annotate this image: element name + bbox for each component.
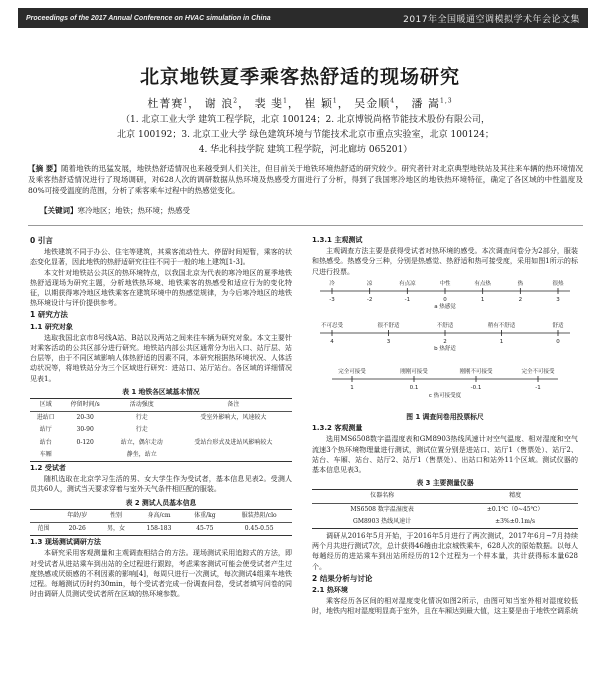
table-row xyxy=(30,437,292,449)
scale-label[interactable]: 完全不可接受 xyxy=(521,368,555,375)
paragraph: 本研究采用客观测量和主观调查相结合的方法。现场测试采用追踪式的方法，即对受试者从进站乘车到出站的全过程进行跟踪，考虑乘客测试可能会使受试者产生过度热感或厌烦感的不利因素的影响[4]，每周只进行一次测试，每次测试4组乘车地铁过程。每趟测试历时约30min，每个受试者完成一份调查问卷，受试者填写问卷的同时由调研人员测试受试者所在区域的热环境参数。 xyxy=(30,549,292,599)
table-header: 活动强度 xyxy=(109,399,175,412)
table-cell: 静坐，站立 xyxy=(109,449,175,462)
author: 裴 斐 xyxy=(254,97,284,110)
paper-title: 北京地铁夏季乘客热舒适的现场研究 xyxy=(139,66,460,88)
paragraph: 选取我国北京市8号线A站、B站以及两站之间来往车辆为研究对象。本文主要针对乘客活动的公共区部分进行研究。地铁站内部公共区通常分为出入口、站厅层、站台层等，由于不同区域影响人体热舒适的因素不同，本研究根据热环境状况、人体活动状况等，将地铁站分为三个区域进行研究：进站口、站厅站台。各区域的详细情况见表1。 xyxy=(30,333,292,383)
table-cell: ±3%±0.1m/s xyxy=(452,516,578,529)
table-cell: 45-75 xyxy=(183,523,226,536)
author: 崔 颖 xyxy=(304,97,333,110)
table-cell xyxy=(175,449,292,462)
paragraph: 本文针对地铁站公共区的热环境特点，以我国北京为代表的寒冷地区的夏季地铁热舒适现场为研究主题，分析地铁热环境、地铁乘客的热感受和适应行为的变化特征，以期获得寒冷地区地铁乘客在建筑环境中的热感觉规律，为今后寒冷地区的地铁热环境设计与评价提供参考。 xyxy=(30,268,292,308)
thermal-comfort-scale xyxy=(320,321,570,352)
section-heading: 0 引言 xyxy=(30,236,53,245)
scale-label[interactable]: 有点热 xyxy=(474,280,491,287)
author: 潘 嵩 xyxy=(411,97,441,110)
table-cell: 行走 xyxy=(135,414,148,422)
figure-caption: 图 1 调查问卷用投票标尺 xyxy=(406,413,484,422)
table-cell xyxy=(61,449,108,462)
subsection-heading: 1.3.2 客观测量 xyxy=(312,424,363,433)
table-cell: GM8903 热线风速计 xyxy=(312,516,452,529)
abstract-label: 【摘 要】 xyxy=(28,164,61,173)
table-header: 年龄/岁 xyxy=(57,509,98,522)
table-cell: 0-120 xyxy=(76,438,94,446)
table-cell: 20-26 xyxy=(57,523,98,536)
table-cell: 受室外影响大，风速较大 xyxy=(200,414,267,422)
keywords-text: 寒冷地区；地铁；热环境；热感受 xyxy=(77,206,190,215)
thermal-sensation-scale xyxy=(320,279,570,310)
voting-scale-figure xyxy=(312,277,578,415)
scale-label[interactable]: 很热 xyxy=(552,280,564,287)
header-proceedings-cn: 2017年全国暖通空调模拟学术年会论文集 xyxy=(403,14,580,25)
divider xyxy=(28,225,583,226)
scale-caption: a 热感觉 xyxy=(434,303,456,310)
scale-label[interactable]: 舒适 xyxy=(552,322,564,329)
table-cell: 受站台形式及进站风影响较大 xyxy=(194,438,273,446)
table-cell: 男，女 xyxy=(97,523,134,536)
scale-value: 3 xyxy=(386,338,391,345)
table-cell: 车厢 xyxy=(30,449,61,462)
table-header: 服装热阻/clo xyxy=(226,509,292,522)
table-header: 精度 xyxy=(452,490,578,503)
table-cell: ±0.1℃（0~45℃） xyxy=(486,505,544,513)
author-sup: 1 xyxy=(332,97,338,105)
subsection-heading: 1.1 研究对象 xyxy=(30,322,73,331)
region-table xyxy=(30,398,292,462)
table-header: 备注 xyxy=(175,399,292,412)
table-cell: 行走 xyxy=(135,426,148,434)
scale-value: 4 xyxy=(330,338,334,345)
instrument-table xyxy=(312,489,578,529)
scale-value: 1 xyxy=(350,384,354,391)
table-header: 身高/cm xyxy=(135,509,184,522)
scale-label[interactable]: 凉 xyxy=(366,280,373,287)
affiliation-line: 4. 华北科技学院 建筑工程学院，河北廊坊 065201） xyxy=(198,145,413,155)
table-header: 停留时间/s xyxy=(61,399,108,412)
author-list: 杜菁赛$^1$， 谢 浪$^2$， 裴 斐$^1$， 崔 颖$^1$， 吴金顺$^4$， 潘 嵩$^{1,3}$ xyxy=(147,97,453,110)
subject-table xyxy=(30,509,292,536)
scale-value: -1 xyxy=(535,384,541,391)
thermal-acceptability-scale xyxy=(332,367,558,399)
header-proceedings-en: Proceedings of the 2017 Annual Conference on HVAC simulation in China xyxy=(26,14,271,22)
running-header xyxy=(18,8,588,28)
scale-caption: c 热可接受度 xyxy=(428,392,462,399)
affiliation-line: （1. 北京工业大学 建筑工程学院，北京 100124；2. 北京博锐尚格节能技术股份有限公司， xyxy=(121,115,490,125)
table-cell: 20-30 xyxy=(76,414,94,422)
author-sup: 1 xyxy=(283,97,288,105)
scale-value: -0.1 xyxy=(470,384,482,391)
scale-value: 0.1 xyxy=(409,384,419,391)
scale-value: 0 xyxy=(556,338,560,345)
subsection-heading: 1.3 现场测试调研方法 xyxy=(30,538,101,547)
scale-value: -1 xyxy=(404,296,411,303)
scale-label[interactable]: 热 xyxy=(517,280,524,287)
scale-value: 2 xyxy=(443,338,447,345)
table-row xyxy=(312,503,578,516)
table-caption: 表 1 地铁各区域基本情况 xyxy=(122,387,200,396)
affiliation-line: 北京 100192；3. 北京工业大学 绿色建筑环境与节能技术北京市重点实验室，北京 100124； xyxy=(117,130,494,140)
author-sup: 1,3 xyxy=(440,97,453,105)
table-header xyxy=(30,509,57,522)
keywords xyxy=(40,205,580,216)
table-row xyxy=(30,523,292,536)
author: 谢 浪 xyxy=(204,97,234,110)
table-header: 仪器名称 xyxy=(312,490,452,503)
paragraph: 随机选取在北京学习生活的男、女大学生作为受试者，基本信息见表2。受测人员共60人，测试当天要求穿着与室外天气条件相匹配的服装。 xyxy=(30,475,292,494)
scale-label[interactable]: 不可忍受 xyxy=(320,322,344,329)
right-column xyxy=(312,234,578,617)
author: 杜菁赛 xyxy=(147,97,184,110)
scale-value: 2 xyxy=(518,296,523,303)
table-row xyxy=(312,516,578,529)
table-cell: 进站口 xyxy=(36,414,55,422)
keywords-label: 【关键词】 xyxy=(40,206,78,215)
section-heading: 1 研究方法 xyxy=(30,310,68,320)
scale-caption: b 热舒适 xyxy=(434,345,456,352)
paragraph: 地铁建筑不同于办公、住宅等建筑，其乘客流动性大、停留时间短暂，乘客的状态变化显著，因此地铁的热舒适研究往往不同于一般的地上建筑[1-3]。 xyxy=(30,248,292,267)
scale-label[interactable]: 有点凉 xyxy=(399,280,416,287)
paragraph: 调研从2016年5月开始，于2016年5月进行了两次测试，2017年6月~7月持续两个月共进行测试7次，总计获得46趟由北京城铁乘车，628人次的原始数据。以每人每趟经历的进站乘车到出站所经历的12个过程为一个样本量，共计获得标本量628个。 xyxy=(312,532,578,571)
author-sup: 1 xyxy=(183,97,189,105)
scale-value: 3 xyxy=(556,296,560,303)
scale-value: 1 xyxy=(480,296,485,303)
abstract xyxy=(28,163,583,196)
scale-label[interactable]: 很不舒适 xyxy=(377,322,400,329)
author-sup: 4 xyxy=(390,97,396,105)
scale-label[interactable]: 冷 xyxy=(329,280,335,287)
scale-label[interactable]: 不舒适 xyxy=(436,322,454,329)
scale-label[interactable]: 刚刚不可接受 xyxy=(459,368,493,375)
scale-value: -2 xyxy=(366,296,373,303)
table-header: 性别 xyxy=(97,509,134,522)
table-cell: 30-90 xyxy=(76,426,94,434)
table-cell: 站台 xyxy=(39,438,52,446)
subsection-heading: 1.3.1 主观测试 xyxy=(312,236,363,244)
paragraph: 主观调查方法主要是获得受试者对热环境的感受。本次调查问卷分为2部分，服装和热感受。热感受分三种，分别是热感觉、热舒适和热可接受度，采用如图1所示的标尺进行投票。 xyxy=(312,247,578,276)
table-header: 区域 xyxy=(30,399,61,412)
left-column xyxy=(30,234,292,600)
table-caption: 表 3 主要测量仪器 xyxy=(416,479,474,488)
table-cell: MS6508 数字温湿度表 xyxy=(350,505,414,513)
table-cell: 站立，偶尔走动 xyxy=(120,438,163,446)
paragraph: 乘客经历各区间的相对湿度变化情况如图2所示，由图可知当室外相对湿度较低时，地铁内相对湿度明显高于室外，且在车厢达到最大值，这主要是由于地铁空调系统 xyxy=(312,597,578,616)
table-row xyxy=(30,449,292,462)
author: 吴金顺 xyxy=(354,97,391,110)
table-cell: 范围 xyxy=(30,523,57,536)
section-heading: 2 结果分析与讨论 xyxy=(312,573,373,583)
scale-label[interactable]: 刚刚可接受 xyxy=(400,368,428,375)
table-cell: 站厅 xyxy=(39,426,52,434)
scale-value: 0 xyxy=(443,296,447,303)
table-cell: 0.45-0.55 xyxy=(226,523,292,536)
table-header: 体重/kg xyxy=(183,509,226,522)
scale-value: -3 xyxy=(329,296,335,303)
table-cell: 158-183 xyxy=(135,523,184,536)
scale-value: 1 xyxy=(499,338,504,345)
subsection-heading: 2.1 热环境 xyxy=(312,586,348,595)
table-row xyxy=(30,412,292,425)
paragraph: 选用MS6508数字温湿度表和GM8903热线风速计对空气温度、相对湿度和空气流速3个热环境物理量进行测试，测试位置分别是进站口、站厅1（售票处）、站厅2、站台、车厢、站台、站厅2、站厅1（售票处）、出站口和站外11个区域。测试仪器的基本信息见表3。 xyxy=(312,435,578,475)
table-row xyxy=(30,424,292,436)
abstract-text: 随着地铁的迅猛发展，地铁热舒适情况也来越受到人们关注，但目前关于地铁环境热舒适的研究较少。研究者针对北京典型地铁站及其往来车辆的热环境情况及乘客热舒适情况进行了现场调研，对628人次的调研数据从热环境及热感受方面进行了分析，得到了我国寒冷地区的地铁热环境特征，确定了各区域的中性温度及80%可接受温度的范围，分析了乘客乘车过程中的热感觉变化。 xyxy=(28,164,583,195)
scale-label[interactable]: 稍有不舒适 xyxy=(487,322,516,329)
scale-label[interactable]: 完全可接受 xyxy=(338,368,366,375)
table-caption: 表 2 测试人员基本信息 xyxy=(125,498,197,507)
subsection-heading: 1.2 受试者 xyxy=(30,464,66,473)
table-cell xyxy=(175,424,292,436)
author-sup: 2 xyxy=(233,97,239,105)
scale-label[interactable]: 中性 xyxy=(439,280,451,287)
